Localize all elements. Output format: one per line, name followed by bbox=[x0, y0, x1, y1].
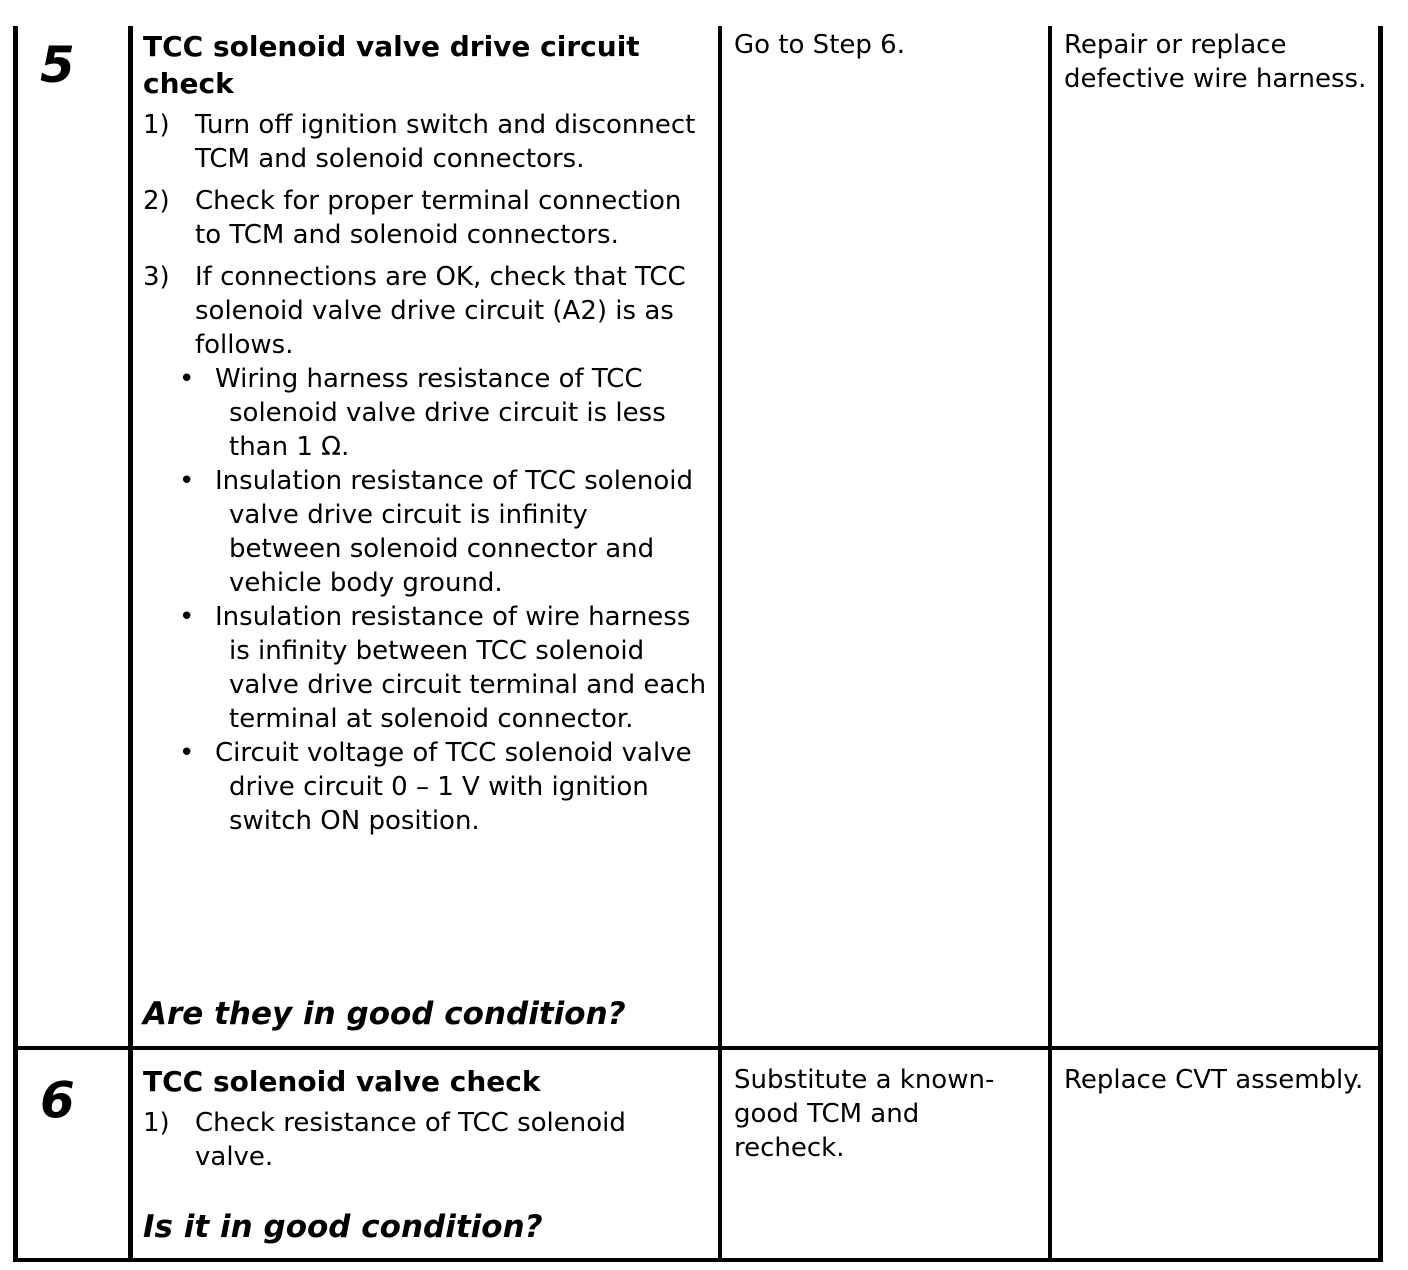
procedure-steps bbox=[143, 108, 708, 838]
table-rule bbox=[1048, 26, 1052, 1262]
procedure-step bbox=[143, 108, 708, 176]
table-rule bbox=[13, 26, 18, 1262]
no-action: Replace CVT assembly. bbox=[1064, 1065, 1364, 1095]
procedure-step bbox=[143, 1106, 708, 1174]
procedure-title: TCC solenoid valve drive circuit check bbox=[143, 30, 640, 100]
decision-question: Is it in good condition? bbox=[143, 1209, 543, 1245]
procedure-step bbox=[143, 184, 708, 252]
bullet-icon: • bbox=[179, 364, 195, 394]
bullet-icon: • bbox=[179, 466, 195, 496]
table-rule bbox=[128, 26, 133, 1262]
condition-item bbox=[179, 362, 708, 464]
bullet-icon: • bbox=[179, 738, 195, 768]
step-index: 1) bbox=[143, 110, 170, 140]
row-divider bbox=[13, 1046, 1383, 1050]
condition-text: Wiring harness resistance of TCC solenoid valve drive circuit is less than 1 Ω. bbox=[215, 364, 666, 462]
condition-list bbox=[179, 362, 708, 838]
condition-item bbox=[179, 736, 708, 838]
table-rule bbox=[1378, 26, 1383, 1262]
condition-text: Insulation resistance of wire harness is infinity between TCC solenoid valve drive circuit terminal and each terminal at solenoid connector. bbox=[215, 602, 707, 734]
condition-text: Insulation resistance of TCC solenoid valve drive circuit is infinity between solenoid connector and vehicle body ground. bbox=[215, 466, 694, 598]
step-number: 5 bbox=[40, 36, 75, 94]
procedure-cell bbox=[143, 1063, 708, 1182]
condition-item bbox=[179, 464, 708, 600]
step-index: 1) bbox=[143, 1108, 170, 1138]
step-text: Check resistance of TCC solenoid valve. bbox=[195, 1108, 626, 1172]
condition-text: Circuit voltage of TCC solenoid valve drive circuit 0 – 1 V with ignition switch ON position. bbox=[215, 738, 692, 836]
procedure-steps bbox=[143, 1106, 708, 1174]
no-action: Repair or replace defective wire harness. bbox=[1064, 30, 1367, 94]
procedure-cell bbox=[143, 28, 708, 846]
step-text: If connections are OK, check that TCC solenoid valve drive circuit (A2) is as follows. bbox=[195, 262, 686, 360]
decision-question: Are they in good condition? bbox=[143, 996, 626, 1032]
yes-action: Substitute a known-good TCM and recheck. bbox=[734, 1065, 995, 1163]
step-text: Check for proper terminal connection to TCM and solenoid connectors. bbox=[195, 186, 682, 250]
table-rule bbox=[718, 26, 722, 1262]
step-text: Turn off ignition switch and disconnect TCM and solenoid connectors. bbox=[195, 110, 696, 174]
step-number: 6 bbox=[40, 1071, 75, 1129]
yes-action: Go to Step 6. bbox=[734, 30, 905, 60]
step-index: 2) bbox=[143, 186, 170, 216]
table-bottom-rule bbox=[13, 1258, 1383, 1262]
step-index: 3) bbox=[143, 262, 170, 292]
procedure-step bbox=[143, 260, 708, 838]
procedure-title: TCC solenoid valve check bbox=[143, 1065, 541, 1098]
bullet-icon: • bbox=[179, 602, 195, 632]
condition-item bbox=[179, 600, 708, 736]
